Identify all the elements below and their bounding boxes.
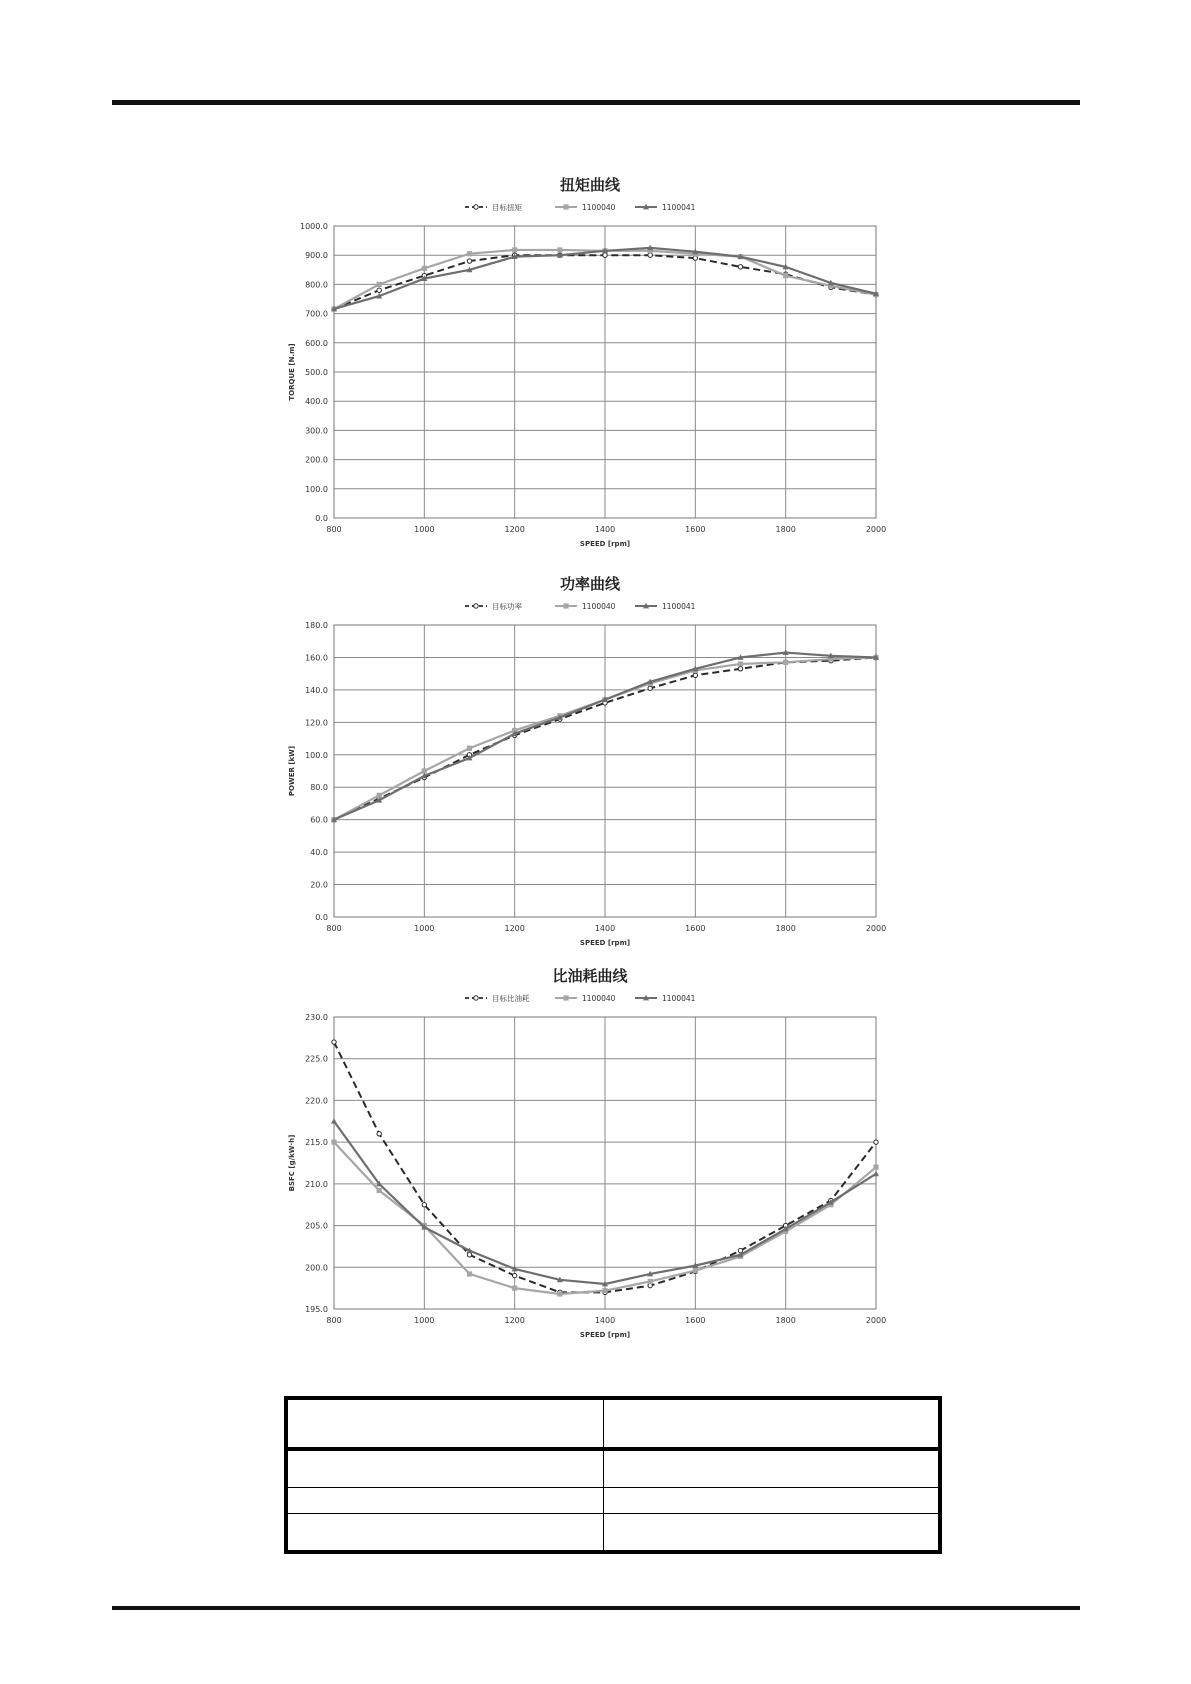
y-tick-label: 180.0 bbox=[305, 621, 328, 630]
legend-entry-1 bbox=[465, 993, 530, 1003]
empty-table bbox=[284, 1396, 942, 1554]
x-axis-label: SPEED [rpm] bbox=[579, 540, 631, 548]
data-point bbox=[738, 265, 742, 269]
legend-marker bbox=[474, 205, 478, 209]
y-tick-label: 800.0 bbox=[305, 280, 328, 290]
data-point bbox=[467, 251, 472, 256]
legend-entry-1 bbox=[465, 202, 522, 212]
legend-label: 目标扭矩 bbox=[492, 203, 522, 212]
data-point bbox=[422, 266, 427, 271]
data-point bbox=[873, 1171, 879, 1177]
y-tick-label: 215.0 bbox=[305, 1138, 328, 1148]
data-point bbox=[377, 1188, 382, 1193]
data-point bbox=[467, 746, 472, 751]
table-cell bbox=[286, 1513, 604, 1552]
y-tick-label: 60.0 bbox=[310, 815, 328, 825]
bsfc-chart-svg bbox=[280, 963, 900, 1355]
y-tick-label: 210.0 bbox=[305, 1179, 328, 1189]
data-point bbox=[648, 253, 652, 257]
x-tick-label: 1000 bbox=[414, 1316, 435, 1325]
table-cell bbox=[286, 1488, 604, 1514]
x-tick-label: 1000 bbox=[414, 525, 435, 534]
data-point bbox=[874, 1140, 878, 1144]
chart-title: 比油耗曲线 bbox=[552, 967, 628, 985]
x-axis-label: SPEED [rpm] bbox=[579, 939, 631, 947]
y-tick-label: 1000.0 bbox=[300, 222, 328, 231]
table-cell bbox=[604, 1449, 941, 1488]
data-point bbox=[467, 259, 471, 263]
legend-label: 1100041 bbox=[662, 203, 696, 212]
table-row bbox=[286, 1513, 940, 1552]
legend-label: 1100041 bbox=[662, 994, 696, 1003]
y-tick-label: 220.0 bbox=[305, 1096, 328, 1106]
y-tick-label: 100.0 bbox=[305, 484, 328, 494]
x-tick-label: 1600 bbox=[685, 1316, 706, 1325]
data-point bbox=[693, 673, 697, 677]
data-point bbox=[557, 247, 562, 252]
data-point bbox=[783, 273, 788, 278]
y-tick-label: 100.0 bbox=[305, 750, 328, 760]
y-tick-label: 40.0 bbox=[310, 848, 328, 858]
data-point bbox=[331, 1140, 336, 1145]
data-point bbox=[377, 1132, 381, 1136]
y-tick-label: 225.0 bbox=[305, 1054, 328, 1064]
data-point bbox=[873, 1165, 878, 1170]
legend-entry-3 bbox=[635, 602, 696, 611]
x-tick-label: 1400 bbox=[594, 924, 616, 933]
legend-label: 1100040 bbox=[582, 994, 616, 1003]
data-point bbox=[648, 1283, 652, 1287]
table-cell bbox=[286, 1449, 604, 1488]
y-tick-label: 160.0 bbox=[305, 653, 328, 663]
y-tick-label: 900.0 bbox=[305, 251, 328, 261]
table-row bbox=[286, 1449, 940, 1488]
y-tick-label: 600.0 bbox=[305, 338, 328, 348]
footer-rule bbox=[112, 1606, 1080, 1610]
legend-label: 目标功率 bbox=[492, 602, 522, 611]
data-point bbox=[783, 660, 788, 665]
data-point bbox=[693, 1268, 698, 1273]
x-tick-label: 1800 bbox=[775, 924, 796, 933]
data-point bbox=[738, 661, 743, 666]
power-chart bbox=[280, 571, 900, 963]
y-axis-label: TORQUE [N.m] bbox=[288, 343, 296, 401]
x-tick-label: 800 bbox=[326, 924, 342, 933]
x-tick-label: 1400 bbox=[594, 525, 616, 534]
legend-marker bbox=[474, 604, 478, 608]
data-point bbox=[377, 282, 382, 287]
data-point bbox=[467, 1271, 472, 1276]
x-tick-label: 1200 bbox=[504, 924, 525, 933]
y-tick-label: 400.0 bbox=[305, 397, 328, 407]
legend-entry-3 bbox=[635, 994, 696, 1003]
legend-label: 1100041 bbox=[662, 602, 696, 611]
x-tick-label: 800 bbox=[326, 1316, 342, 1325]
chart-title: 功率曲线 bbox=[559, 575, 621, 593]
data-point bbox=[648, 686, 652, 690]
y-tick-label: 500.0 bbox=[305, 368, 328, 377]
x-tick-label: 2000 bbox=[865, 525, 887, 534]
legend-entry-1 bbox=[465, 601, 522, 611]
data-point bbox=[512, 1286, 517, 1291]
x-tick-label: 2000 bbox=[865, 1316, 887, 1325]
data-point bbox=[602, 1288, 607, 1293]
y-tick-label: 300.0 bbox=[305, 426, 328, 436]
y-tick-label: 200.0 bbox=[305, 1263, 328, 1273]
x-tick-label: 800 bbox=[326, 525, 342, 534]
legend-entry-2 bbox=[555, 602, 616, 611]
x-tick-label: 1800 bbox=[775, 1316, 796, 1325]
legend-entry-2 bbox=[555, 203, 616, 212]
data-point bbox=[648, 1279, 653, 1284]
data-point bbox=[377, 288, 381, 292]
x-tick-label: 1800 bbox=[775, 525, 796, 534]
y-tick-label: 230.0 bbox=[305, 1013, 328, 1022]
table-row bbox=[286, 1488, 940, 1514]
legend-marker bbox=[563, 995, 568, 1000]
y-tick-label: 0.0 bbox=[315, 514, 328, 523]
data-point bbox=[422, 1203, 426, 1207]
data-point bbox=[332, 1040, 336, 1044]
table-row bbox=[286, 1398, 940, 1449]
y-tick-label: 80.0 bbox=[310, 783, 328, 793]
y-tick-label: 200.0 bbox=[305, 455, 328, 465]
x-tick-label: 1600 bbox=[685, 525, 706, 534]
x-tick-label: 1200 bbox=[504, 525, 525, 534]
data-point bbox=[603, 253, 607, 257]
legend-entry-3 bbox=[635, 203, 696, 212]
torque-chart bbox=[280, 172, 900, 564]
legend-label: 1100040 bbox=[582, 203, 616, 212]
data-point bbox=[467, 1253, 471, 1257]
y-tick-label: 20.0 bbox=[310, 880, 328, 890]
legend-label: 1100040 bbox=[582, 602, 616, 611]
legend-label: 目标比油耗 bbox=[492, 994, 530, 1003]
x-tick-label: 1600 bbox=[685, 924, 706, 933]
header-rule bbox=[112, 100, 1080, 105]
legend-marker bbox=[563, 204, 568, 209]
data-point bbox=[557, 1291, 562, 1296]
y-tick-label: 205.0 bbox=[305, 1221, 328, 1231]
legend-marker bbox=[474, 996, 478, 1000]
table-cell bbox=[604, 1513, 941, 1552]
legend-entry-2 bbox=[555, 994, 616, 1003]
data-point bbox=[512, 1273, 516, 1277]
power-chart-svg bbox=[280, 571, 900, 963]
x-tick-label: 1000 bbox=[414, 924, 435, 933]
data-point bbox=[512, 247, 517, 252]
y-axis-label: POWER [kW] bbox=[288, 745, 296, 797]
table-cell bbox=[286, 1398, 604, 1449]
bsfc-chart bbox=[280, 963, 900, 1355]
y-axis-label: BSFC [g/kW·h] bbox=[288, 1134, 296, 1192]
x-tick-label: 1400 bbox=[594, 1316, 616, 1325]
y-tick-label: 195.0 bbox=[305, 1305, 328, 1314]
data-point bbox=[693, 256, 697, 260]
y-tick-label: 700.0 bbox=[305, 309, 328, 319]
y-tick-label: 0.0 bbox=[315, 913, 328, 922]
x-tick-label: 1200 bbox=[504, 1316, 525, 1325]
torque-chart-svg bbox=[280, 172, 900, 564]
x-tick-label: 2000 bbox=[865, 924, 887, 933]
x-axis-label: SPEED [rpm] bbox=[579, 1331, 631, 1339]
y-tick-label: 120.0 bbox=[305, 718, 328, 728]
y-tick-label: 140.0 bbox=[305, 685, 328, 695]
data-point bbox=[331, 1118, 337, 1124]
chart-title: 扭矩曲线 bbox=[559, 176, 621, 194]
data-point bbox=[738, 667, 742, 671]
legend-marker bbox=[563, 603, 568, 608]
table-cell bbox=[604, 1488, 941, 1514]
table-cell bbox=[604, 1398, 941, 1449]
